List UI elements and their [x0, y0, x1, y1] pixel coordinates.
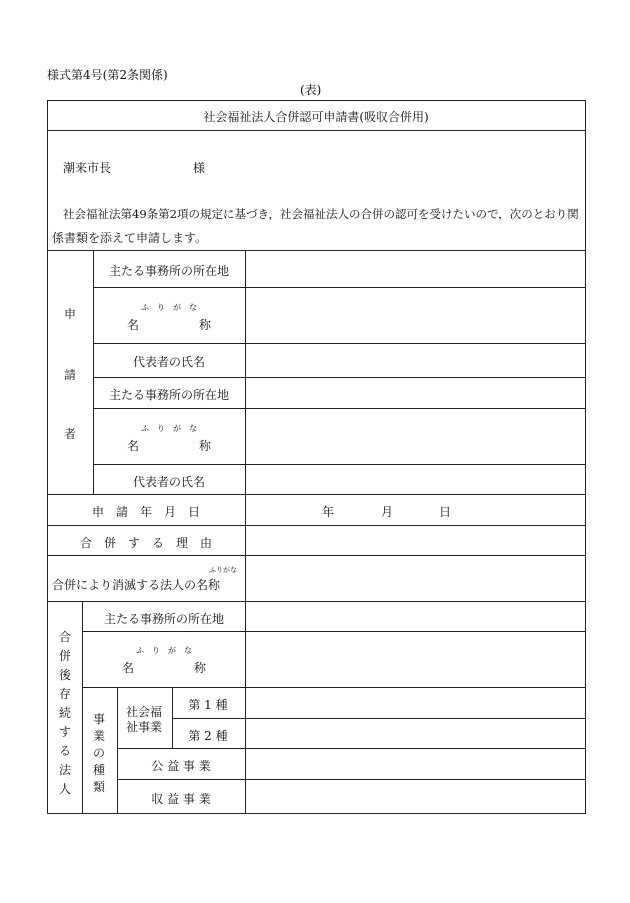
main-office-label: 主たる事務所の所在地 — [103, 612, 225, 626]
business-type-char: 事 — [92, 712, 105, 726]
extinguished-name-label: 合併により消滅する法人の名称 — [52, 578, 221, 592]
table-rule — [47, 494, 585, 495]
table-rule — [47, 130, 585, 131]
applicant-char: 者 — [63, 427, 76, 441]
surviving-char: 合 — [58, 630, 71, 644]
name-label: 名 称 — [126, 439, 212, 453]
name-field[interactable] — [246, 288, 584, 343]
honorific: 様 — [193, 161, 206, 175]
profit-business-label: 収 益 事 業 — [151, 792, 211, 806]
date-day-label: 日 — [439, 505, 452, 519]
type2-label: 第 2 種 — [188, 729, 228, 743]
surviving-char: 存 — [58, 687, 71, 701]
type1-field[interactable] — [246, 688, 584, 718]
surviving-char: 続 — [58, 706, 71, 720]
furigana-label: ふ り が な — [136, 646, 192, 655]
application-date-label: 申 請 年 月 日 — [91, 505, 201, 519]
extinguished-name-field[interactable] — [246, 556, 584, 601]
main-office-label: 主たる事務所の所在地 — [108, 264, 230, 278]
public-business-field[interactable] — [246, 749, 584, 779]
business-type-char: 種 — [92, 763, 105, 777]
applicant-char: 請 — [63, 368, 76, 382]
form-number-label: 様式第4号(第2条関係) — [47, 68, 168, 82]
representative-field[interactable] — [246, 465, 584, 494]
representative-label: 代表者の氏名 — [132, 355, 206, 369]
furigana-label: ふ り が な — [141, 303, 197, 312]
body-text-line2: 係書類を添えて申請します。 — [52, 231, 208, 245]
name-field[interactable] — [246, 409, 584, 464]
public-business-label: 公 益 事 業 — [151, 759, 211, 773]
merger-reason-label: 合 併 す る 理 由 — [79, 536, 213, 550]
business-type-char: 業 — [92, 729, 105, 743]
surviving-char: す — [58, 725, 71, 739]
surviving-char: る — [58, 744, 71, 758]
date-month-label: 月 — [381, 505, 394, 519]
table-rule — [93, 250, 94, 494]
business-type-char: の — [92, 746, 105, 760]
extinguished-furigana: ふりがな — [209, 566, 237, 574]
furigana-label: ふ り が な — [141, 424, 197, 433]
name-field[interactable] — [246, 632, 584, 687]
table-border-top — [47, 100, 585, 101]
main-office-field[interactable] — [246, 378, 584, 408]
surviving-char: 人 — [58, 782, 71, 796]
table-border-right — [585, 100, 586, 814]
table-border-bottom — [47, 813, 585, 814]
name-label: 名 称 — [121, 661, 207, 675]
addressee: 潮来市長 — [63, 161, 112, 175]
social-welfare-label: 祉事業 — [125, 720, 163, 734]
form-title: 社会福祉法人合併認可申請書(吸収合併用) — [203, 110, 429, 124]
surviving-char: 後 — [58, 668, 71, 682]
type1-label: 第 1 種 — [188, 698, 228, 712]
front-side-label: (表) — [300, 83, 322, 97]
business-type-char: 類 — [92, 780, 105, 794]
name-label: 名 称 — [126, 318, 212, 332]
representative-field[interactable] — [246, 344, 584, 377]
table-rule — [117, 687, 118, 813]
main-office-field[interactable] — [246, 602, 584, 631]
main-office-field[interactable] — [246, 251, 584, 287]
table-rule — [82, 601, 83, 813]
profit-business-field[interactable] — [246, 780, 584, 813]
surviving-char: 併 — [58, 649, 71, 663]
surviving-char: 法 — [58, 763, 71, 777]
body-text-line1: 社会福祉法第49条第2項の規定に基づき，社会福祉法人の合併の認可を受けたいので，次のとおり関 — [63, 207, 579, 221]
main-office-label: 主たる事務所の所在地 — [108, 388, 230, 402]
table-rule — [172, 687, 173, 748]
representative-label: 代表者の氏名 — [132, 475, 206, 489]
type2-field[interactable] — [246, 719, 584, 748]
table-border-left — [47, 100, 48, 814]
social-welfare-label: 社会福 — [125, 705, 163, 719]
merger-reason-field[interactable] — [246, 526, 584, 555]
applicant-char: 申 — [63, 307, 76, 321]
date-year-label: 年 — [322, 505, 335, 519]
